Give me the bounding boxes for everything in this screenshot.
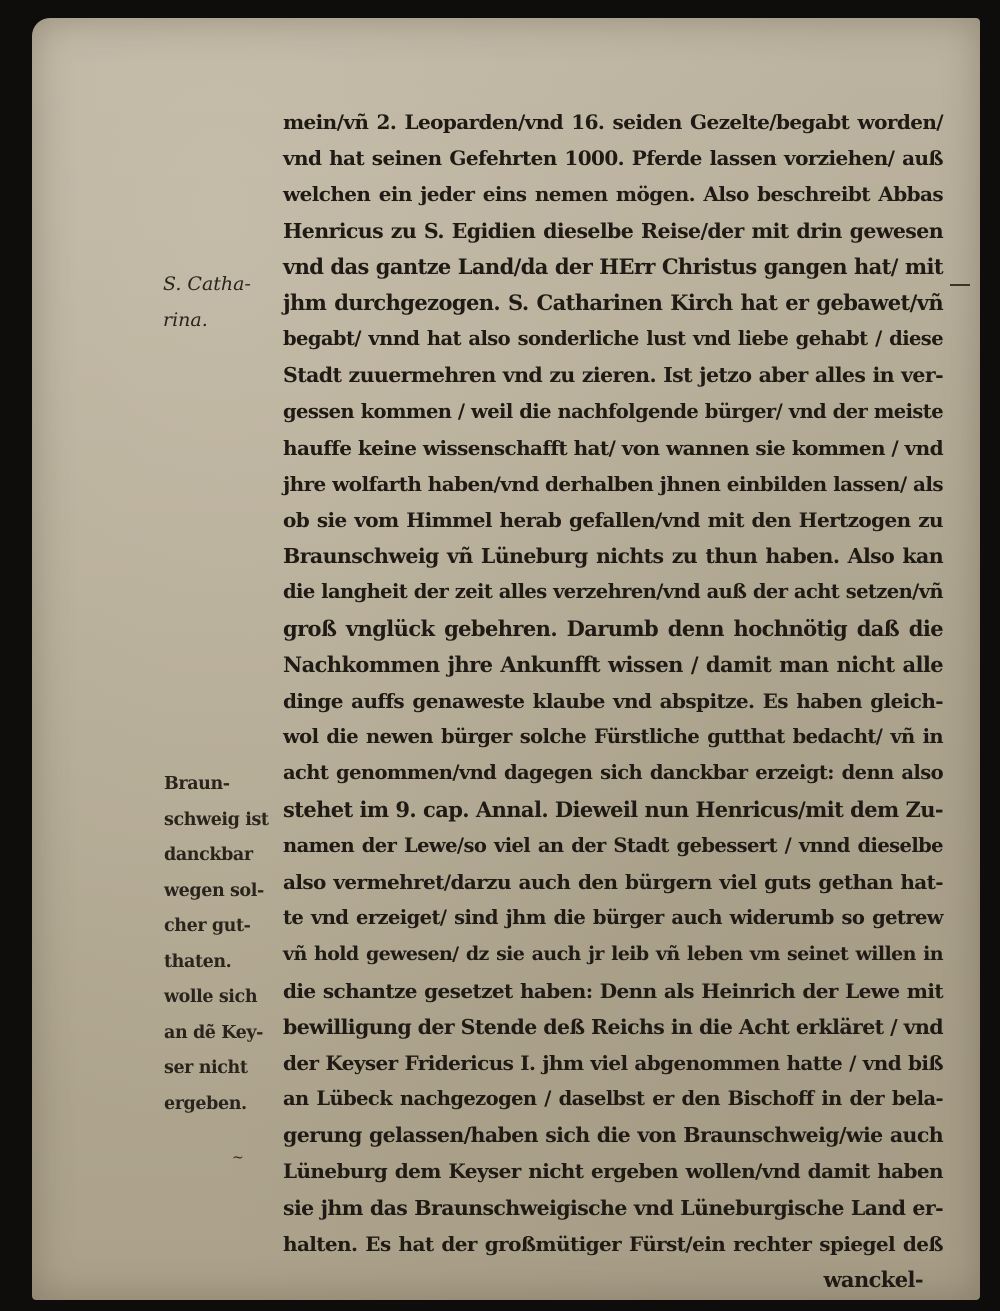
text-line: wol die newen bürger solche Fürstliche gutthat bedacht/ vñ in bbox=[283, 725, 943, 749]
margin-note-braunschweig bbox=[164, 767, 269, 1122]
margin-mark bbox=[950, 284, 970, 286]
text-line: ob sie vom Himmel herab gefallen/vnd mit den Hertzogen zu bbox=[283, 508, 943, 533]
catchword: wanckel- bbox=[823, 1267, 923, 1292]
margin-note-line: danckbar bbox=[164, 845, 253, 865]
text-line: Henricus zu S. Egidien dieselbe Reise/der mit drin gewesen bbox=[283, 218, 943, 243]
text-line: die schantze gesetzet haben: Denn als Heinrich der Lewe mit bbox=[283, 978, 943, 1003]
text-line: acht genommen/vnd dagegen sich danckbar erzeigt: denn also bbox=[283, 761, 943, 785]
text-line: vnd hat seinen Gefehrten 1000. Pferde lassen vorziehen/ auß bbox=[283, 146, 943, 171]
text-line: der Keyser Fridericus I. jhm viel abgenommen hatte / vnd biß bbox=[283, 1050, 943, 1075]
text-line: bewilligung der Stende deß Reichs in die Acht erkläret / vnd bbox=[283, 1014, 943, 1039]
text-line: te vnd erzeiget/ sind jhm die bürger auch widerumb so getrew bbox=[283, 906, 943, 930]
text-line: gessen kommen / weil die nachfolgende bürger/ vnd der meiste bbox=[283, 399, 943, 423]
text-line: mein/vñ 2. Leoparden/vnd 16. seiden Gezelte/begabt worden/ bbox=[283, 110, 943, 134]
text-line: dinge auffs genaweste klaube vnd abspitze. Es haben gleich- bbox=[283, 689, 943, 713]
text-line: jhre wolfarth haben/vnd derhalben jhnen einbilden lassen/ als bbox=[283, 471, 943, 496]
main-text-block bbox=[283, 104, 943, 1298]
margin-note-line: schweig ist bbox=[164, 809, 269, 830]
text-line: stehet im 9. cap. Annal. Dieweil nun Henricus/mit dem Zu- bbox=[283, 796, 943, 822]
margin-note-line: wegen sol- bbox=[164, 880, 264, 901]
margin-note-line: an dẽ Key- bbox=[164, 1022, 264, 1043]
text-line: begabt/ vnnd hat also sonderliche lust vnd liebe gehabt / diese bbox=[283, 327, 943, 351]
text-line: an Lübeck nachgezogen / daselbst er den Bischoff in der bela- bbox=[283, 1087, 943, 1111]
text-line: jhm durchgezogen. S. Catharinen Kirch hat er gebawet/vñ bbox=[283, 289, 943, 315]
margin-note-line: cher gut- bbox=[164, 916, 251, 936]
text-line: vnd das gantze Land/da der HErr Christus gangen hat/ mit bbox=[283, 253, 943, 279]
text-line: also vermehret/darzu auch den bürgern viel guts gethan hat- bbox=[283, 869, 943, 894]
margin-note-line: rina. bbox=[163, 309, 208, 331]
margin-note-line: thaten. bbox=[164, 951, 232, 972]
margin-note-line: wolle sich bbox=[164, 987, 258, 1007]
margin-note-line: Braun- bbox=[164, 774, 230, 794]
text-line: hauffe keine wissenschafft hat/ von wannen sie kommen / vnd bbox=[283, 435, 943, 460]
text-line: gerung gelassen/haben sich die von Braunschweig/wie auch bbox=[283, 1123, 943, 1148]
text-line: vñ hold gewesen/ dz sie auch jr leib vñ leben vm seinet willen in bbox=[283, 943, 943, 966]
text-line: Braunschweig vñ Lüneburg nichts zu thun haben. Also kan bbox=[283, 544, 943, 569]
text-line: Nachkommen jhre Ankunfft wissen / damit man nicht alle bbox=[283, 651, 943, 677]
text-line: halten. Es hat der großmütiger Fürst/ein rechter spiegel deß bbox=[283, 1231, 943, 1256]
text-line: sie jhm das Braunschweigische vnd Lüneburgische Land er- bbox=[283, 1195, 943, 1220]
text-line: Lüneburg dem Keyser nicht ergeben wollen/vnd damit haben bbox=[283, 1159, 943, 1184]
text-line: die langheit der zeit alles verzehren/vnd auß der acht setzen/vñ bbox=[283, 580, 943, 604]
text-line: namen der Lewe/so viel an der Stadt gebessert / vnnd dieselbe bbox=[283, 833, 943, 857]
margin-note-catharina bbox=[163, 266, 251, 338]
text-line: Stadt zuuermehren vnd zu zieren. Ist jetzo aber alles in ver- bbox=[283, 363, 943, 388]
bottom-mark: ~ bbox=[232, 1150, 244, 1166]
margin-note-line: ser nicht bbox=[164, 1058, 248, 1078]
margin-note-line: ergeben. bbox=[164, 1093, 247, 1114]
text-line: welchen ein jeder eins nemen mögen. Also beschreibt Abbas bbox=[283, 182, 943, 207]
margin-note-line: S. Catha- bbox=[163, 273, 251, 295]
text-line: groß vnglück gebehren. Darumb denn hochnötig daß die bbox=[283, 615, 943, 641]
